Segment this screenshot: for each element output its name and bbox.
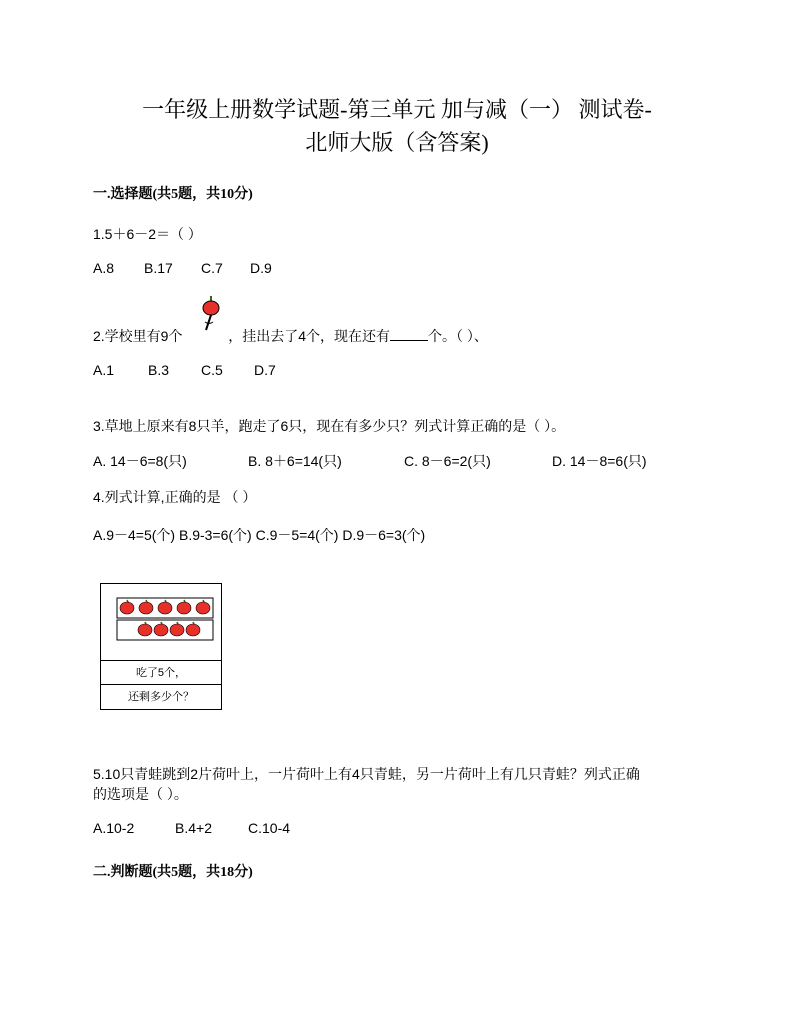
question-2 [93,326,488,346]
fruit-icon [196,600,210,614]
q4-box-row1: 吃了5个， [101,660,221,685]
fruit-icon [158,600,172,614]
lantern-icon [198,294,224,334]
section1-heading: 一.选择题(共5题，共10分) [93,187,253,202]
q3-option-d: D. 14－8=6(只) [552,453,647,469]
question-5-line1: 5.10只青蛙跳到2片荷叶上，一片荷叶上有4只青蛙，另一片荷叶上有几只青蛙？列式正确 [93,766,640,782]
q3-option-c: C. 8－6=2(只) [404,453,491,469]
question-3: 3.草地上原来有8只羊，跑走了6只，现在有多少只？列式计算正确的是（ ）。 [93,418,566,434]
q5-option-b: B.4+2 [175,820,212,836]
q2-option-d: D.7 [254,362,276,378]
q4-picture-box [100,583,222,710]
q2-text-end: 个。（ ）、 [428,328,488,344]
q1-option-b: B.17 [144,260,173,276]
q1-option-d: D.9 [250,260,272,276]
fruit-icon [154,622,168,636]
q2-option-b: B.3 [148,362,170,378]
question-4: 4.列式计算,正确的是 （ ） [93,489,257,505]
section2-heading: 二.判断题(共5题，共18分) [93,865,253,880]
page-title-line2: 北师大版（含答案) [305,130,489,155]
q5-option-c: C.10-4 [248,820,291,836]
q1-option-c: C.7 [201,260,223,276]
q2-text-after: ，挂出去了4个，现在还有 [228,328,391,344]
fruit-icon [120,600,134,614]
q2-option-a: A.1 [93,362,115,378]
q2-text-before: 2.学校里有9个 [93,328,183,344]
q4-box-row2: 还剩多少个？ [101,684,221,709]
q3-option-a: A. 14－6=8(只) [93,453,187,469]
fruit-group-image [101,584,221,660]
fruit-icon [139,600,153,614]
fruit-icon [186,622,200,636]
q3-option-b: B. 8＋6=14(只) [248,453,342,469]
answer-blank [390,328,428,341]
q5-option-a: A.10-2 [93,820,135,836]
q2-option-c: C.5 [201,362,223,378]
q1-option-a: A.8 [93,260,115,276]
page-title-line1: 一年级上册数学试题-第三单元 加与减（一） 测试卷- [142,97,652,122]
question-1: 1.5＋6－2＝（ ） [93,226,202,242]
q4-options: A.9－4=5(个) B.9-3=6(个) C.9－5=4(个) D.9－6=3(个) [93,527,426,543]
fruit-icon [138,622,152,636]
fruit-icon [170,622,184,636]
fruit-icon [177,600,191,614]
fruit-rows [117,598,213,640]
question-5-line2: 的选项是（ ）。 [93,786,188,802]
